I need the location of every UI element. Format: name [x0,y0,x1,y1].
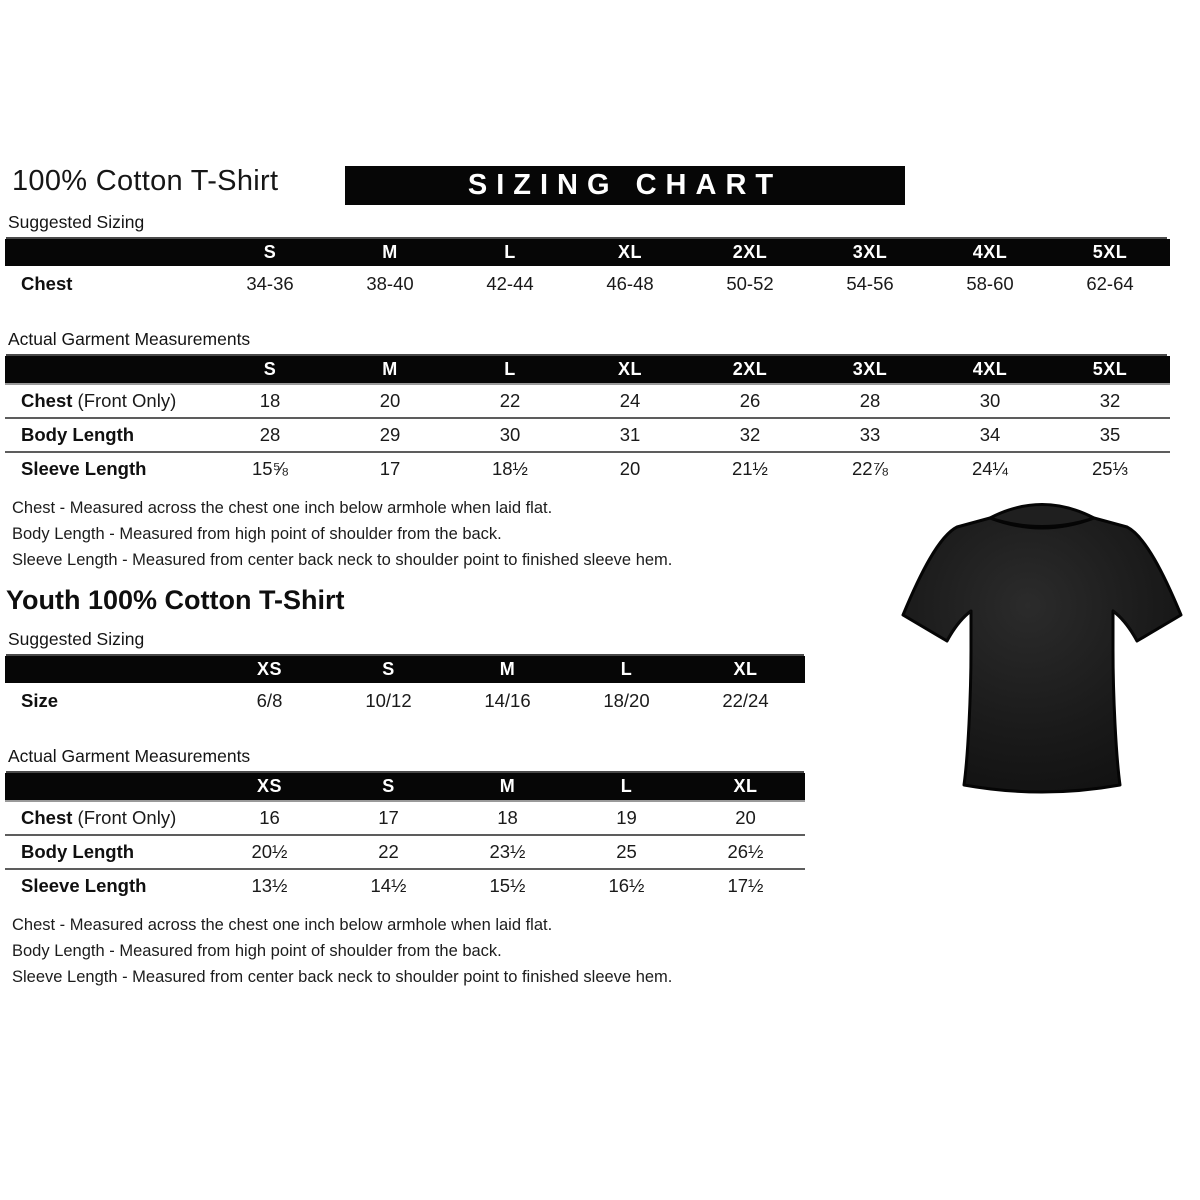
table-row [5,683,805,719]
value-cell: 15½ [448,869,567,902]
value-cell: 18 [210,384,330,418]
value-cell: 24 [570,384,690,418]
size-cell: L [450,239,570,266]
youth-suggested-sizing-label: Suggested Sizing [6,626,804,656]
value-cell: 17 [329,801,448,835]
youth-actual-measurements-label: Actual Garment Measurements [6,743,804,773]
header-row [0,163,1200,209]
value-cell: 18 [448,801,567,835]
size-cell: 2XL [690,239,810,266]
tshirt-body [903,518,1181,792]
note-chest: Chest - Measured across the chest one inch below armhole when laid flat. [12,499,553,517]
value-cell: 16½ [567,869,686,902]
value-cell: 18½ [450,452,570,485]
value-cell: 25 [567,835,686,869]
size-cell: S [329,773,448,801]
value-cell: 34-36 [246,273,294,294]
value-cell: 35 [1050,418,1170,452]
adult-actual-measurements-label: Actual Garment Measurements [6,326,1167,356]
value-cell: 20½ [210,835,329,869]
value-cell: 38-40 [366,273,414,294]
row-label: Chest [21,273,73,294]
value-cell: 20 [330,384,450,418]
value-cell: 32 [690,418,810,452]
value-cell: 14½ [329,869,448,902]
size-cell: L [567,773,686,801]
size-cell: 5XL [1050,239,1170,266]
size-cell: 4XL [930,356,1050,384]
tshirt-collar [990,505,1094,527]
note-sleeve-length: Sleeve Length - Measured from center back neck to shoulder point to finished sleeve hem. [12,551,673,569]
adult-suggested-sizing-label: Suggested Sizing [6,209,1167,239]
value-cell: 31 [570,418,690,452]
value-cell: 25⅓ [1050,452,1170,485]
adult-actual-measurements-table [5,356,1170,485]
value-cell: 22⅞ [810,452,930,485]
value-cell: 28 [810,384,930,418]
size-cell: 3XL [810,239,930,266]
size-cell: S [329,656,448,683]
table-row [5,266,1170,302]
table-row-body-length [5,418,1170,452]
size-cell: XL [686,773,805,801]
value-cell: 21½ [690,452,810,485]
size-cell: 2XL [690,356,810,384]
size-cell: 5XL [1050,356,1170,384]
value-cell: 46-48 [606,273,654,294]
row-label: Body Length [5,418,210,452]
size-cell: XS [210,773,329,801]
note-body-length: Body Length - Measured from high point of shoulder from the back. [12,525,502,543]
size-cell: 4XL [930,239,1050,266]
table-row-chest [5,801,805,835]
value-cell: 34 [930,418,1050,452]
table-row-sleeve-length [5,869,805,902]
value-cell: 30 [930,384,1050,418]
note-chest: Chest - Measured across the chest one inch below armhole when laid flat. [12,916,553,934]
youth-measurement-notes [12,917,1200,986]
value-cell: 42-44 [486,273,534,294]
value-cell: 33 [810,418,930,452]
value-cell: 23½ [448,835,567,869]
size-cell: 3XL [810,356,930,384]
value-cell: 15⅝ [210,452,330,485]
size-header-row [5,656,805,683]
value-cell: 22/24 [722,690,769,711]
tshirt-image [892,474,1192,814]
value-cell: 28 [210,418,330,452]
size-cell: M [330,356,450,384]
value-cell: 32 [1050,384,1170,418]
size-header-row [5,356,1170,384]
value-cell: 18/20 [603,690,650,711]
value-cell: 20 [686,801,805,835]
size-header-row [5,239,1170,266]
table-row-body-length [5,835,805,869]
size-cell: M [448,656,567,683]
row-label: Chest (Front Only) [5,801,210,835]
size-cell: L [450,356,570,384]
value-cell: 29 [330,418,450,452]
row-label: Sleeve Length [5,452,210,485]
row-label: Sleeve Length [5,869,210,902]
size-header-row [5,773,805,801]
value-cell: 50-52 [726,273,774,294]
corner-cell [5,356,210,384]
note-sleeve-length: Sleeve Length - Measured from center back neck to shoulder point to finished sleeve hem. [12,968,673,986]
value-cell: 20 [570,452,690,485]
value-cell: 13½ [210,869,329,902]
value-cell: 30 [450,418,570,452]
size-cell: M [330,239,450,266]
value-cell: 16 [210,801,329,835]
youth-suggested-sizing-table [5,656,805,719]
value-cell: 26 [690,384,810,418]
value-cell: 24¼ [930,452,1050,485]
value-cell: 58-60 [966,273,1014,294]
value-cell: 62-64 [1086,273,1134,294]
row-label: Chest (Front Only) [5,384,210,418]
value-cell: 6/8 [256,690,283,711]
size-cell: S [210,239,330,266]
value-cell: 54-56 [846,273,894,294]
corner-cell [5,773,210,801]
value-cell: 10/12 [365,690,412,711]
value-cell: 26½ [686,835,805,869]
size-cell: XL [570,356,690,384]
tshirt-graphic [892,474,1192,814]
size-cell: M [448,773,567,801]
row-label: Size [21,690,59,711]
value-cell: 22 [329,835,448,869]
youth-actual-measurements-table [5,773,805,902]
sizing-chart-banner: SIZING CHART [345,166,905,205]
adult-suggested-sizing-table [5,239,1170,302]
size-cell: XL [570,239,690,266]
value-cell: 17½ [686,869,805,902]
youth-section-title: Youth 100% Cotton T-Shirt [6,585,345,615]
page-title: 100% Cotton T-Shirt [12,165,279,197]
corner-cell [5,239,210,266]
size-cell: XL [686,656,805,683]
size-cell: L [567,656,686,683]
size-cell: XS [210,656,329,683]
value-cell: 22 [450,384,570,418]
value-cell: 14/16 [484,690,531,711]
size-cell: S [210,356,330,384]
value-cell: 17 [330,452,450,485]
row-label: Body Length [5,835,210,869]
corner-cell [5,656,210,683]
table-row-chest [5,384,1170,418]
value-cell: 19 [567,801,686,835]
note-body-length: Body Length - Measured from high point of shoulder from the back. [12,942,502,960]
